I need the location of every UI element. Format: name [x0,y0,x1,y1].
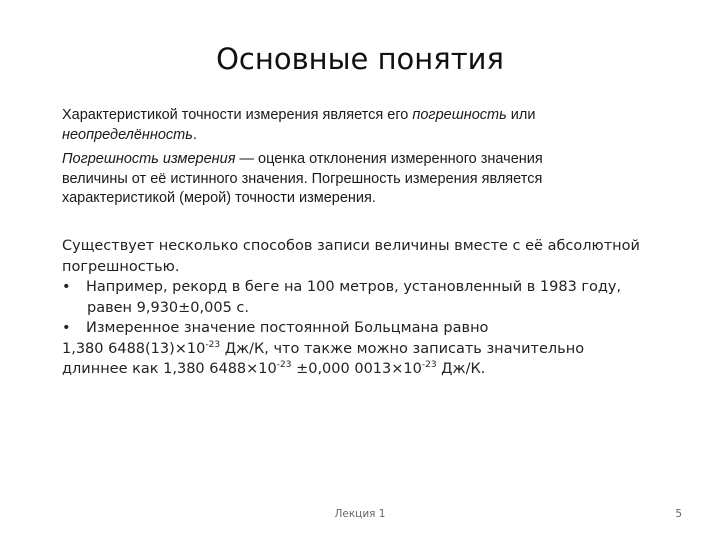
text-line: Существует несколько способов записи величины вместе с её абсолютной [62,238,640,254]
notation-paragraph [62,236,662,380]
slide-title: Основные понятия [216,42,504,76]
footer-lecture-label: Лекция 1 [334,508,386,520]
text-segment: длиннее как 1,380 6488×10 [62,361,277,377]
term-italic: Погрешность измерения [62,151,236,167]
text-line [62,339,662,360]
text-line [62,359,662,380]
text-segment: . [192,126,197,143]
bullet-icon: • [62,320,71,336]
text-segment: 1,380 6488(13)×10 [62,340,206,357]
text-line [62,150,662,170]
text-line [62,126,662,146]
exponent: -23 [205,339,221,350]
bullet-item-record [62,277,662,298]
bullet-item-boltzmann [62,318,662,339]
text-line: погрешностью. [62,258,180,275]
text-line: величины от её истинного значения. Погрешность измерения является [62,170,543,187]
text-segment: или [506,107,536,123]
bullet-icon: • [62,279,71,295]
page-number: 5 [675,508,682,520]
term-italic: погрешность [412,107,507,123]
text-segment: Характеристикой точности измерения является его [62,107,413,123]
text-line: равен 9,930±0,005 с. [87,299,250,316]
exponent: -23 [276,360,292,370]
text-segment: Измеренное значение постоянной Больцмана равно [86,320,489,336]
text-segment: ±0,000 0013×10 [291,361,422,377]
text-segment: Дж/К. [436,361,486,377]
definition-paragraph-error [62,150,662,209]
exponent: -23 [421,360,437,370]
text-segment: — оценка отклонения измеренного значения [235,151,543,167]
term-italic: неопределённость [62,126,193,143]
text-line [62,106,662,126]
definition-paragraph-accuracy [62,106,662,145]
text-segment: Например, рекорд в беге на 100 метров, установленный в 1983 году, [86,279,622,295]
text-line: характеристикой (мерой) точности измерения. [62,190,376,206]
text-segment: Дж/К, что также можно записать значительно [220,340,585,357]
